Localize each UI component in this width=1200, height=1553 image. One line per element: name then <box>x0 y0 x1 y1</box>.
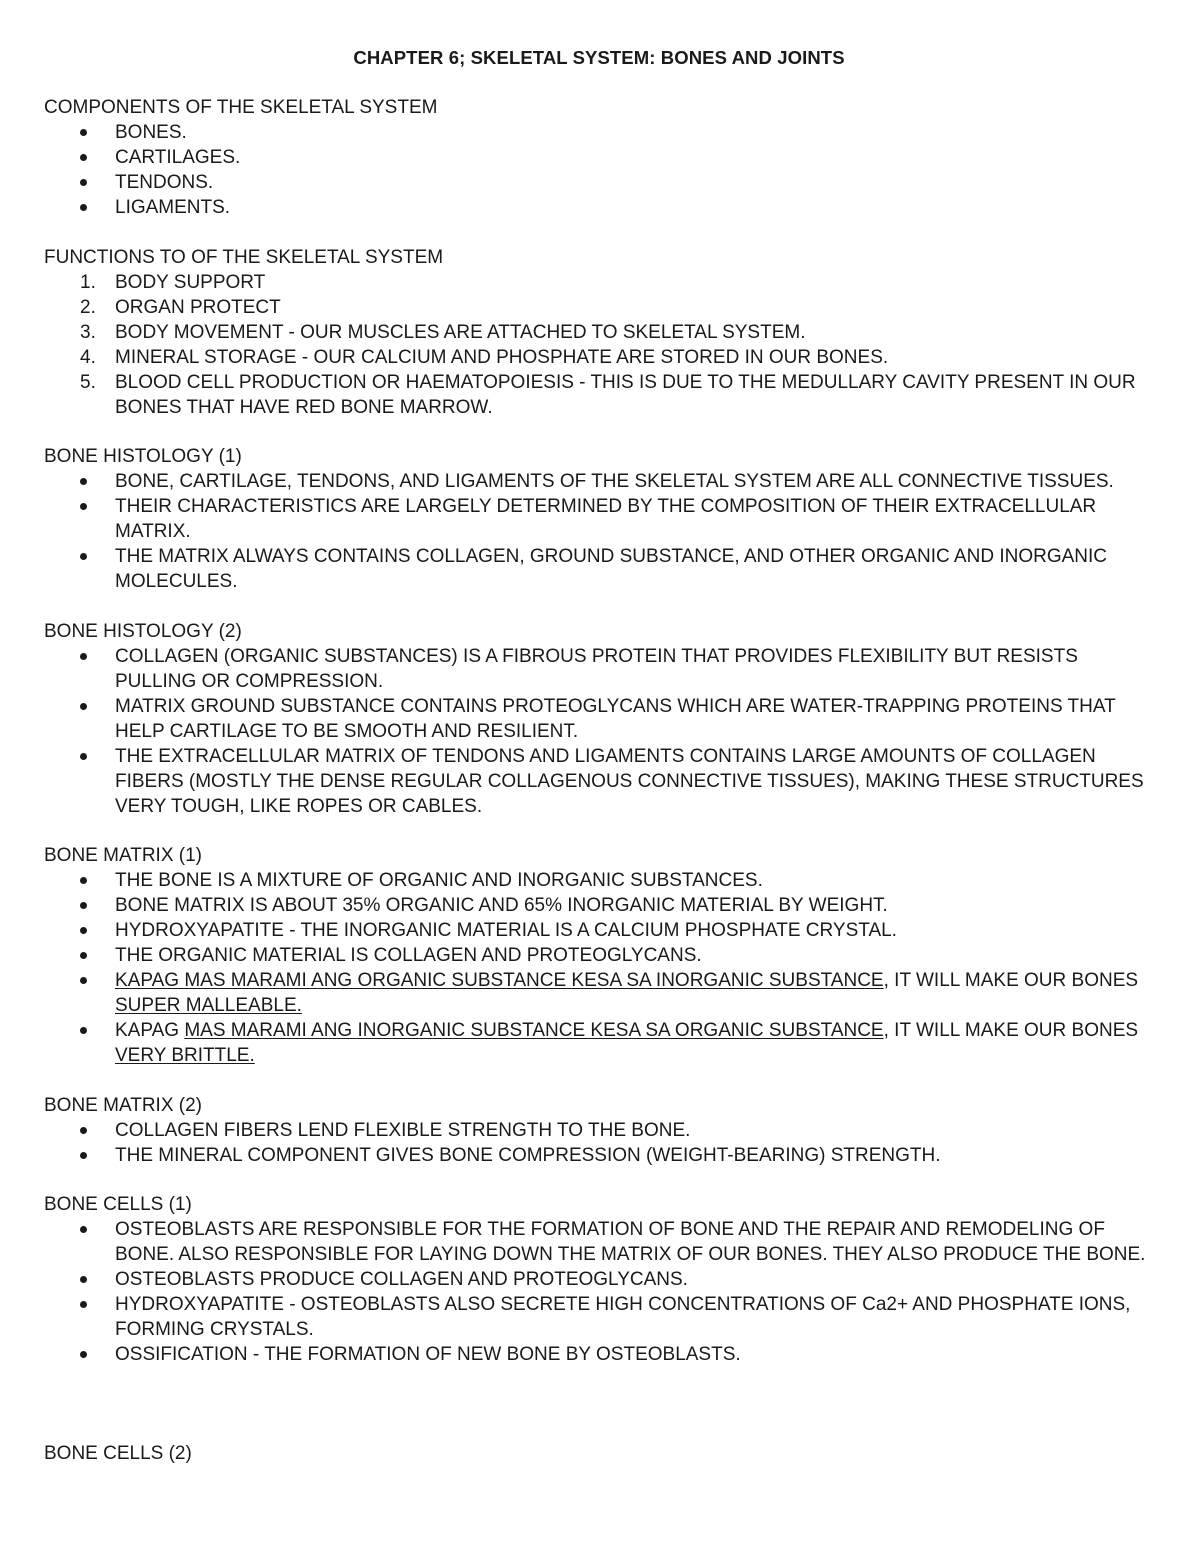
bullet-icon <box>80 703 87 710</box>
bullet-icon <box>80 902 87 909</box>
list-item <box>44 943 1154 968</box>
bullet-icon <box>80 129 87 136</box>
list-item-text: OSTEOBLASTS PRODUCE COLLAGEN AND PROTEOGLYCANS. <box>115 1269 688 1290</box>
list-item <box>44 270 1154 295</box>
bullet-icon <box>80 877 87 884</box>
list-item <box>44 1018 1154 1068</box>
bullet-icon <box>80 1127 87 1134</box>
section-functions <box>44 245 1154 420</box>
list-item <box>44 918 1154 943</box>
bullet-icon <box>80 154 87 161</box>
section-heading: COMPONENTS OF THE SKELETAL SYSTEM <box>44 97 438 118</box>
section-components <box>44 95 1154 220</box>
bullet-list <box>44 469 1154 594</box>
document-page <box>44 45 1154 1490</box>
section-bone-histology-2 <box>44 619 1154 819</box>
list-number: 2. <box>80 296 96 318</box>
list-item-text: HYDROXYAPATITE - OSTEOBLASTS ALSO SECRETE HIGH CONCENTRATIONS OF Ca2+ AND PHOSPHATE IONS, FORMING CRYSTALS. <box>115 1294 1131 1340</box>
list-item-text: COLLAGEN (ORGANIC SUBSTANCES) IS A FIBROUS PROTEIN THAT PROVIDES FLEXIBILITY BUT RESISTS PULLING OR COMPRESSION. <box>115 645 1078 692</box>
list-item-text: BONE MATRIX IS ABOUT 35% ORGANIC AND 65% INORGANIC MATERIAL BY WEIGHT. <box>115 895 888 916</box>
section-bone-matrix-1 <box>44 843 1154 1068</box>
list-item <box>44 644 1154 694</box>
list-item <box>44 195 1154 220</box>
underlined-text: KAPAG MAS MARAMI ANG ORGANIC SUBSTANCE KESA SA INORGANIC SUBSTANCE <box>115 970 884 991</box>
list-item <box>44 1118 1154 1143</box>
list-item-text: MATRIX GROUND SUBSTANCE CONTAINS PROTEOGLYCANS WHICH ARE WATER-TRAPPING PROTEINS THAT HELP CARTILAGE TO BE SMOOTH AND RESILIENT. <box>115 695 1116 742</box>
list-number: 4. <box>80 346 96 368</box>
bullet-list <box>44 1118 1154 1168</box>
list-item-text: OSSIFICATION - THE FORMATION OF NEW BONE BY OSTEOBLASTS. <box>115 1344 741 1365</box>
list-item <box>44 1267 1154 1292</box>
underlined-text: MAS MARAMI ANG INORGANIC SUBSTANCE KESA SA ORGANIC SUBSTANCE <box>184 1020 884 1041</box>
section-bone-histology-1 <box>44 444 1154 594</box>
list-item-text: OSTEOBLASTS ARE RESPONSIBLE FOR THE FORMATION OF BONE AND THE REPAIR AND REMODELING OF BONE. ALSO RESPONSIBLE FOR LAYING DOWN THE MATRIX OF OUR BONES. THEY ALSO PRODUCE THE BONE. <box>115 1219 1146 1265</box>
list-item <box>44 345 1154 370</box>
bullet-icon <box>80 653 87 660</box>
list-item <box>44 120 1154 145</box>
document-title: CHAPTER 6; SKELETAL SYSTEM: BONES AND JOINTS <box>353 47 845 68</box>
list-item <box>44 893 1154 918</box>
section-heading: BONE MATRIX (1) <box>44 845 202 866</box>
list-item <box>44 1292 1154 1342</box>
list-number: 1. <box>80 271 96 293</box>
bullet-icon <box>80 753 87 760</box>
list-item-text: BONE, CARTILAGE, TENDONS, AND LIGAMENTS OF THE SKELETAL SYSTEM ARE ALL CONNECTIVE TISSUES. <box>115 471 1114 492</box>
page-gap <box>44 1392 1154 1441</box>
section-heading: FUNCTIONS TO OF THE SKELETAL SYSTEM <box>44 246 444 268</box>
list-item <box>44 320 1154 345</box>
list-item-text: CARTILAGES. <box>115 147 241 168</box>
list-item-text: LIGAMENTS. <box>115 197 231 218</box>
list-item <box>44 1143 1154 1168</box>
list-item-text: TENDONS. <box>115 172 214 193</box>
section-heading: BONE HISTOLOGY (1) <box>44 446 242 467</box>
list-number: 5. <box>80 371 96 393</box>
bullet-icon <box>80 1226 87 1233</box>
list-item <box>44 968 1154 1018</box>
section-heading: BONE HISTOLOGY (2) <box>44 620 242 642</box>
list-item <box>44 868 1154 893</box>
bullet-icon <box>80 179 87 186</box>
underlined-text: VERY BRITTLE. <box>115 1045 255 1066</box>
list-item-text: BODY MOVEMENT - OUR MUSCLES ARE ATTACHED TO SKELETAL SYSTEM. <box>115 321 806 343</box>
section-bone-matrix-2 <box>44 1093 1154 1168</box>
bullet-icon <box>80 927 87 934</box>
list-item-text: , IT WILL MAKE OUR BONES <box>883 1020 1139 1041</box>
list-item <box>44 469 1154 494</box>
bullet-icon <box>80 503 87 510</box>
list-item-text: THE MATRIX ALWAYS CONTAINS COLLAGEN, GROUND SUBSTANCE, AND OTHER ORGANIC AND INORGANIC MOLECULES. <box>115 546 1107 592</box>
list-item-text: ORGAN PROTECT <box>115 296 281 318</box>
list-item-text: BLOOD CELL PRODUCTION OR HAEMATOPOIESIS - THIS IS DUE TO THE MEDULLARY CAVITY PRESENT IN OUR BONES THAT HAVE RED BONE MARROW. <box>115 371 1136 418</box>
list-item-text: MINERAL STORAGE - OUR CALCIUM AND PHOSPHATE ARE STORED IN OUR BONES. <box>115 346 889 368</box>
list-number: 3. <box>80 321 96 343</box>
bullet-list <box>44 644 1154 819</box>
list-item-text: THE ORGANIC MATERIAL IS COLLAGEN AND PROTEOGLYCANS. <box>115 945 702 966</box>
bullet-icon <box>80 1301 87 1308</box>
list-item-text: THE EXTRACELLULAR MATRIX OF TENDONS AND LIGAMENTS CONTAINS LARGE AMOUNTS OF COLLAGEN FIBERS (MOSTLY THE DENSE REGULAR COLLAGENOUS CONNECTIVE TISSUES), MAKING THESE STRUCTURES VERY TOUGH, LIKE ROPES OR CABLES. <box>115 745 1144 817</box>
bullet-icon <box>80 553 87 560</box>
list-item <box>44 170 1154 195</box>
list-item-text: , IT WILL MAKE OUR BONES <box>883 970 1139 991</box>
bullet-list <box>44 1217 1154 1367</box>
list-item <box>44 694 1154 744</box>
list-item <box>44 1342 1154 1367</box>
list-item-text: THEIR CHARACTERISTICS ARE LARGELY DETERMINED BY THE COMPOSITION OF THEIR EXTRACELLULAR MATRIX. <box>115 496 1097 542</box>
section-bone-cells-1 <box>44 1192 1154 1367</box>
list-item <box>44 744 1154 819</box>
list-item-text: HYDROXYAPATITE - THE INORGANIC MATERIAL IS A CALCIUM PHOSPHATE CRYSTAL. <box>115 920 897 941</box>
section-heading: BONE CELLS (1) <box>44 1194 192 1215</box>
list-item-text: THE MINERAL COMPONENT GIVES BONE COMPRESSION (WEIGHT-BEARING) STRENGTH. <box>115 1144 941 1166</box>
list-item <box>44 1217 1154 1267</box>
underlined-text: SUPER MALLEABLE. <box>115 995 302 1016</box>
bullet-icon <box>80 1276 87 1283</box>
bullet-icon <box>80 204 87 211</box>
bullet-icon <box>80 1152 87 1159</box>
section-heading: BONE MATRIX (2) <box>44 1094 202 1116</box>
section-bone-cells-2 <box>44 1441 1154 1466</box>
bullet-icon <box>80 977 87 984</box>
list-item-text: KAPAG <box>115 1020 185 1041</box>
list-item-text: COLLAGEN FIBERS LEND FLEXIBLE STRENGTH TO THE BONE. <box>115 1119 691 1141</box>
list-item <box>44 494 1154 544</box>
section-heading: BONE CELLS (2) <box>44 1442 192 1464</box>
list-item <box>44 370 1154 420</box>
list-item <box>44 145 1154 170</box>
list-item-text: THE BONE IS A MIXTURE OF ORGANIC AND INORGANIC SUBSTANCES. <box>115 870 763 891</box>
list-item <box>44 544 1154 594</box>
list-item <box>44 295 1154 320</box>
bullet-list <box>44 868 1154 1068</box>
bullet-icon <box>80 478 87 485</box>
bullet-icon <box>80 952 87 959</box>
bullet-list <box>44 120 1154 220</box>
bullet-icon <box>80 1351 87 1358</box>
numbered-list <box>44 270 1154 420</box>
bullet-icon <box>80 1027 87 1034</box>
list-item-text: BONES. <box>115 122 187 143</box>
list-item-text: BODY SUPPORT <box>115 271 266 293</box>
